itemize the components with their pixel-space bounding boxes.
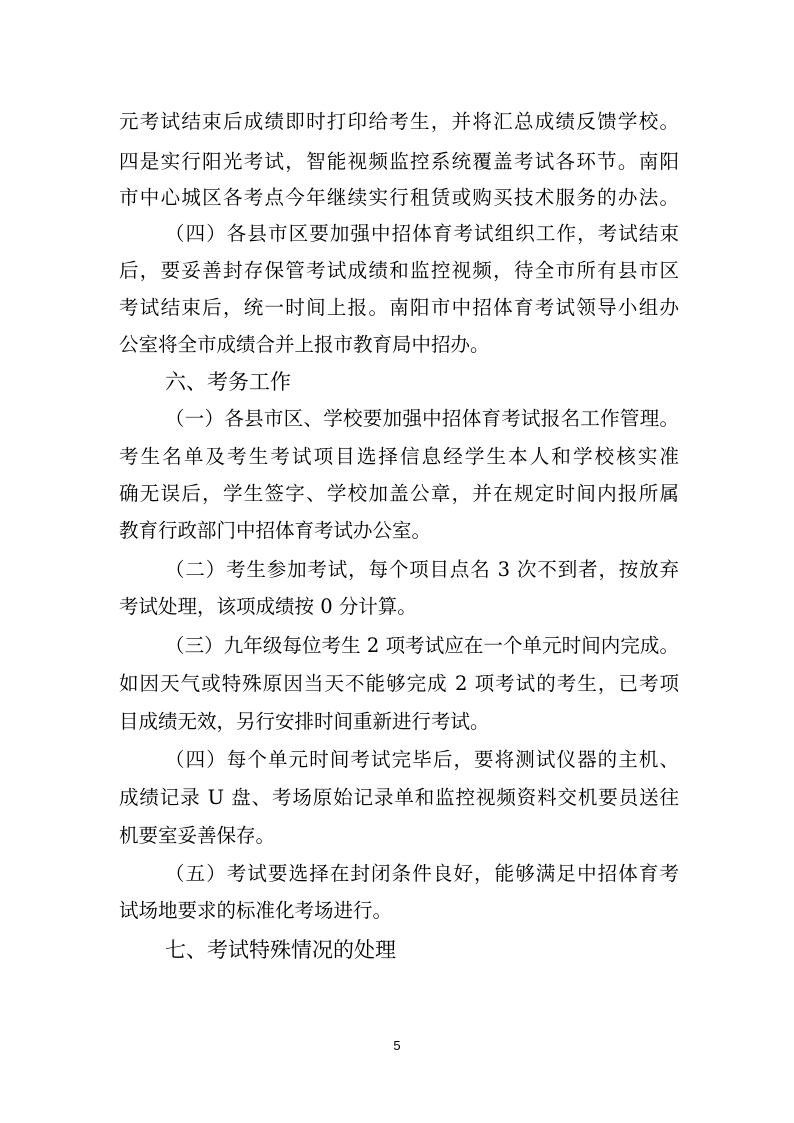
body-text-line: 试场地要求的标准化考场进行。 [119,899,393,922]
body-text-line: 市中心城区各考点今年继续实行租赁或购买技术服务的办法。 [119,186,679,209]
section-heading: 六、考务工作 [165,370,291,394]
body-text-line: 元考试结束后成绩即时打印给考生，并将汇总成绩反馈学校。 [119,110,679,133]
paragraph-first-line: （二）考生参加考试，每个项目点名 3 次不到者，按放弃 [165,558,679,581]
body-text-line: 确无误后，学生签字、学校加盖公章，并在规定时间内报所属 [119,482,679,505]
body-text-line: 考生名单及考生考试项目选择信息经学生本人和学校核实准 [119,445,679,468]
body-text-line: 考试处理，该项成绩按 0 分计算。 [119,595,417,618]
page-number: 5 [393,1038,401,1053]
body-text-line: 教育行政部门中招体育考试办公室。 [119,519,432,542]
body-text-line: 如因天气或特殊原因当天不能够完成 2 项考试的考生，已考项 [119,672,679,695]
paragraph-first-line: （五）考试要选择在封闭条件良好，能够满足中招体育考 [165,862,679,885]
section-heading: 七、考试特殊情况的处理 [165,938,396,962]
body-text-line: 后，要妥善封存保管考试成绩和监控视频，待全市所有县市区 [119,259,679,282]
paragraph-first-line: （四）各县市区要加强中招体育考试组织工作，考试结束 [165,222,679,245]
paragraph-first-line: （三）九年级每位考生 2 项考试应在一个单元时间内完成。 [165,634,679,657]
body-text-line: 四是实行阳光考试，智能视频监控系统覆盖考试各环节。南阳 [119,150,679,173]
body-text-line: 机要室妥善保存。 [119,824,276,847]
body-text-line: 目成绩无效，另行安排时间重新进行考试。 [119,710,490,733]
body-text-line: 公室将全市成绩合并上报市教育局中招办。 [119,333,490,356]
paragraph-first-line: （四）每个单元时间考试完毕后，要将测试仪器的主机、 [165,748,679,771]
paragraph-first-line: （一）各县市区、学校要加强中招体育考试报名工作管理。 [165,407,679,430]
body-text-line: 成绩记录 U 盘、考场原始记录单和监控视频资料交机要员送往 [119,786,679,809]
body-text-line: 考试结束后，统一时间上报。南阳市中招体育考试领导小组办 [119,296,679,319]
